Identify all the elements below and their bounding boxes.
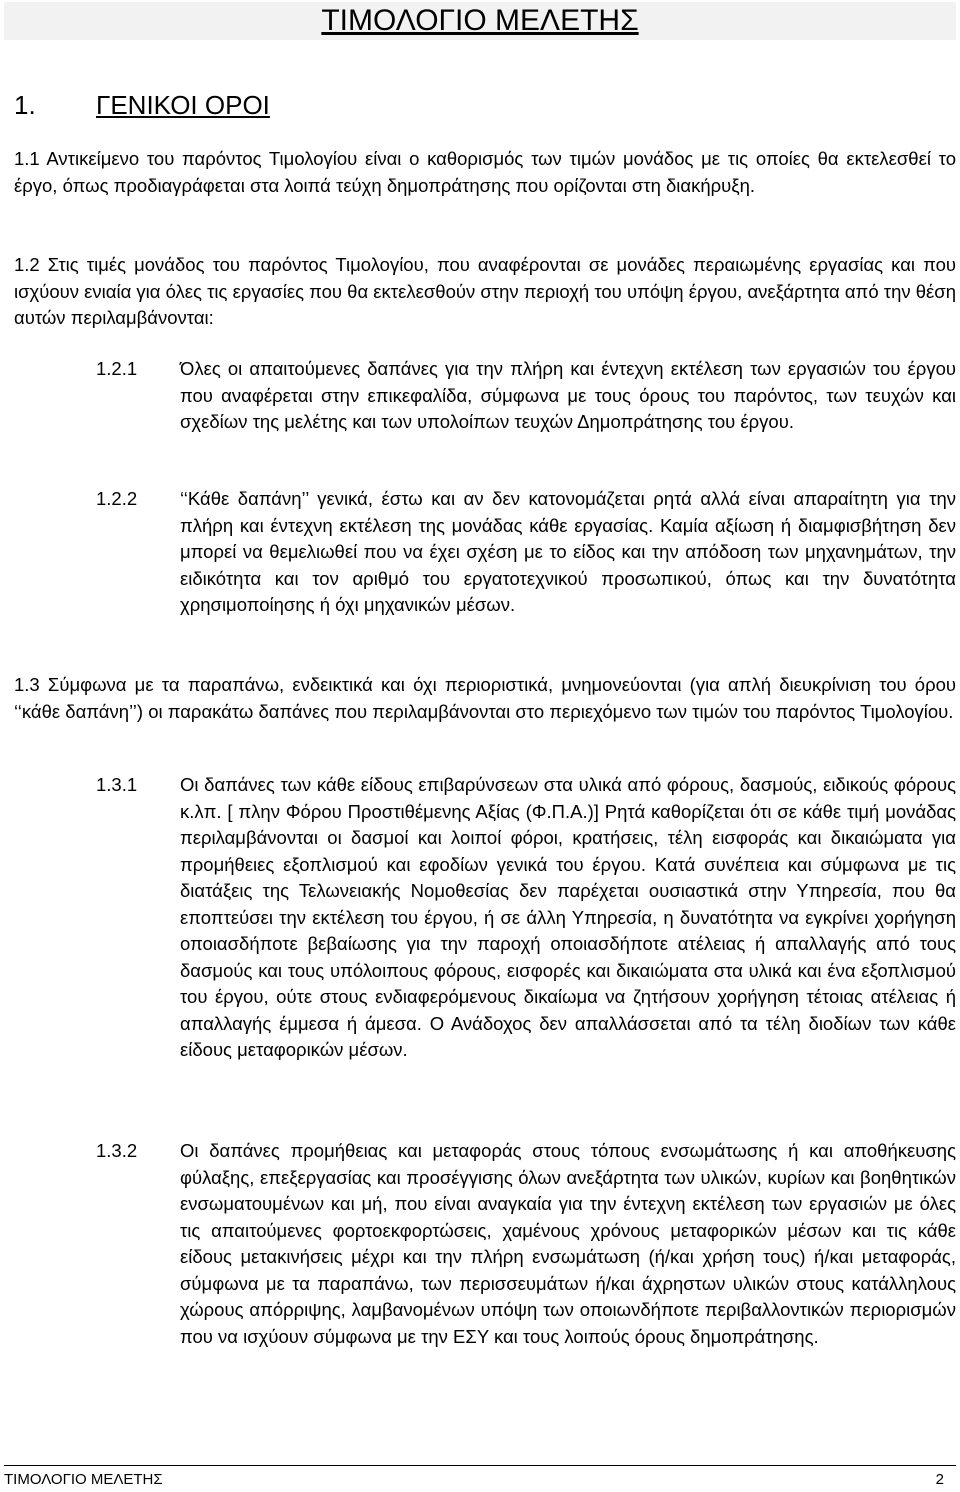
paragraph-1-1: 1.1 Αντικείμενο του παρόντος Τιμολογίου είναι ο καθορισμός των τιμών μονάδος με τις οποίες θα εκτελεσθεί το έργο, όπως προδιαγράφεται στα λοιπά τεύχη δημοπράτησης που ορίζονται στη διακήρυξη. xyxy=(14,148,956,196)
page-number: 2 xyxy=(935,1471,944,1488)
subitem-text: Όλες οι απαιτούμενες δαπάνες για την πλήρη και έντεχνη εκτέλεση των εργασιών του έργου που αναφέρεται στην επικεφαλίδα, σύμφωνα με τους όρους του παρόντος, των τευχών και σχεδίων της μελέτης και των υπολοίπων τευχών Δημοπράτησης του έργου. xyxy=(180,358,956,432)
subitem-number: 1.3.1 xyxy=(96,774,138,795)
section-title: ΓΕΝΙΚΟΙ ΟΡΟΙ xyxy=(96,90,270,120)
subitem-1-2-2 xyxy=(96,486,956,619)
subitem-1-3-1 xyxy=(96,772,956,1064)
section-heading xyxy=(14,88,270,122)
subitem-1-2-1 xyxy=(96,356,956,436)
subitem-text: Οι δαπάνες των κάθε είδους επιβαρύνσεων στα υλικά από φόρους, δασμούς, ειδικούς φόρους κ.λπ. [ πλην Φόρου Προστιθέμενης Αξίας (Φ.Π.Α.)] Ρητά καθορίζεται ότι σε κάθε τιμή μονάδας περιλαμβάνονται οι δασμοί και λοιποί φόροι, κρατήσεις, τέλη εισφοράς και δικαιώματα για προμήθειες εξοπλισμού και εφοδίων γενικά του έργου. Κατά συνέπεια και σύμφωνα με τις διατάξεις της Τελωνειακής Νομοθεσίας δεν παρέχεται ουσιαστικά στην Υπηρεσία, που θα εποπτεύσει την εκτέλεση του έργου, ή σε άλλη Υπηρεσία, η δυνατότητα να εγκρίνει χορήγηση οποιασδήποτε βεβαίωσης για την παροχή οποιασδήποτε ατέλειας ή απαλλαγής από τους δασμούς και τους υπόλοιπους φόρους, εισφορές και δικαιώματα στα υλικά και ένα εξοπλισμού του έργου, ούτε στους ενδιαφερόμενους δικαίωμα να ζητήσουν χορήγηση τέτοιας ατέλειας ή απαλλαγής έμμεσα ή άμεσα. Ο Ανάδοχος δεν απαλλάσσεται από τα τέλη διοδίων των κάθε είδους μεταφορικών μέσων. xyxy=(180,774,956,1060)
document-title: ΤΙΜΟΛΟΓΙΟ ΜΕΛΕΤΗΣ xyxy=(321,4,639,37)
footer-title: ΤΙΜΟΛΟΓΙΟ ΜΕΛΕΤΗΣ xyxy=(4,1471,163,1488)
subitem-number: 1.3.2 xyxy=(96,1140,138,1161)
subitem-number: 1.2.2 xyxy=(96,488,138,509)
subitem-1-3-2 xyxy=(96,1138,956,1350)
section-number: 1. xyxy=(14,90,36,120)
subitem-text: Οι δαπάνες προμήθειας και μεταφοράς στους τόπους ενσωμάτωσης ή και αποθήκευσης φύλαξης, επεξεργασίας και προσέγγισης όλων ανεξάρτητα των υλικών, κυρίων και βοηθητικών ενσωματουμένων και μή, που είναι αναγκαία για την έντεχνη εκτέλεση των εργασιών με όλες τις απαιτούμενες φορτοεκφορτώσεις, χαμένους χρόνους μεταφορικών μέσων και τις κάθε είδους μετακινήσεις μέχρι και την πλήρη ενσωμάτωση (ή/και χρήση τους) ή/και μεταφοράς, σύμφωνα με τα παραπάνω, των περισσευμάτων ή/και άχρηστων υλικών στους κατάλληλους χώρους απόρριψης, λαμβανομένων υπόψη των οποιωνδήποτε περιβαλλοντικών περιορισμών που να ισχύουν σύμφωνα με την ΕΣΥ και τους λοιπούς όρους δημοπράτησης. xyxy=(180,1140,956,1347)
paragraph-1-2: 1.2 Στις τιμές μονάδος του παρόντος Τιμολογίου, που αναφέρονται σε μονάδες περαιωμένης εργασίας και που ισχύουν ενιαία για όλες τις εργασίες που θα εκτελεσθούν στην περιοχή του υπόψη έργου, ανεξάρτητα από την θέση αυτών περιλαμβάνονται: xyxy=(14,254,956,328)
paragraph-1-3: 1.3 Σύμφωνα με τα παραπάνω, ενδεικτικά και όχι περιοριστικά, μνημονεύονται (για απλή διευκρίνιση του όρου ‘‘κάθε δαπάνη’’) οι παρακάτω δαπάνες που περιλαμβάνονται στο περιεχόμενο των τιμών του παρόντος Τιμολογίου. xyxy=(14,674,956,722)
subitem-text: ‘‘Κάθε δαπάνη’’ γενικά, έστω και αν δεν κατονομάζεται ρητά αλλά είναι απαραίτητη για την πλήρη και έντεχνη εκτέλεση της μονάδας κάθε εργασίας. Καμία αξίωση ή διαμφισβήτηση δεν μπορεί να θεμελιωθεί που να έχει σχέση με το είδος και την απόδοση των μηχανημάτων, την ειδικότητα και τον αριθμό του εργατοτεχνικού προσωπικού, όπως και την δυνατότητα χρησιμοποίησης ή όχι μηχανικών μέσων. xyxy=(180,488,956,615)
subitem-number: 1.2.1 xyxy=(96,358,138,379)
footer-divider xyxy=(4,1465,956,1466)
